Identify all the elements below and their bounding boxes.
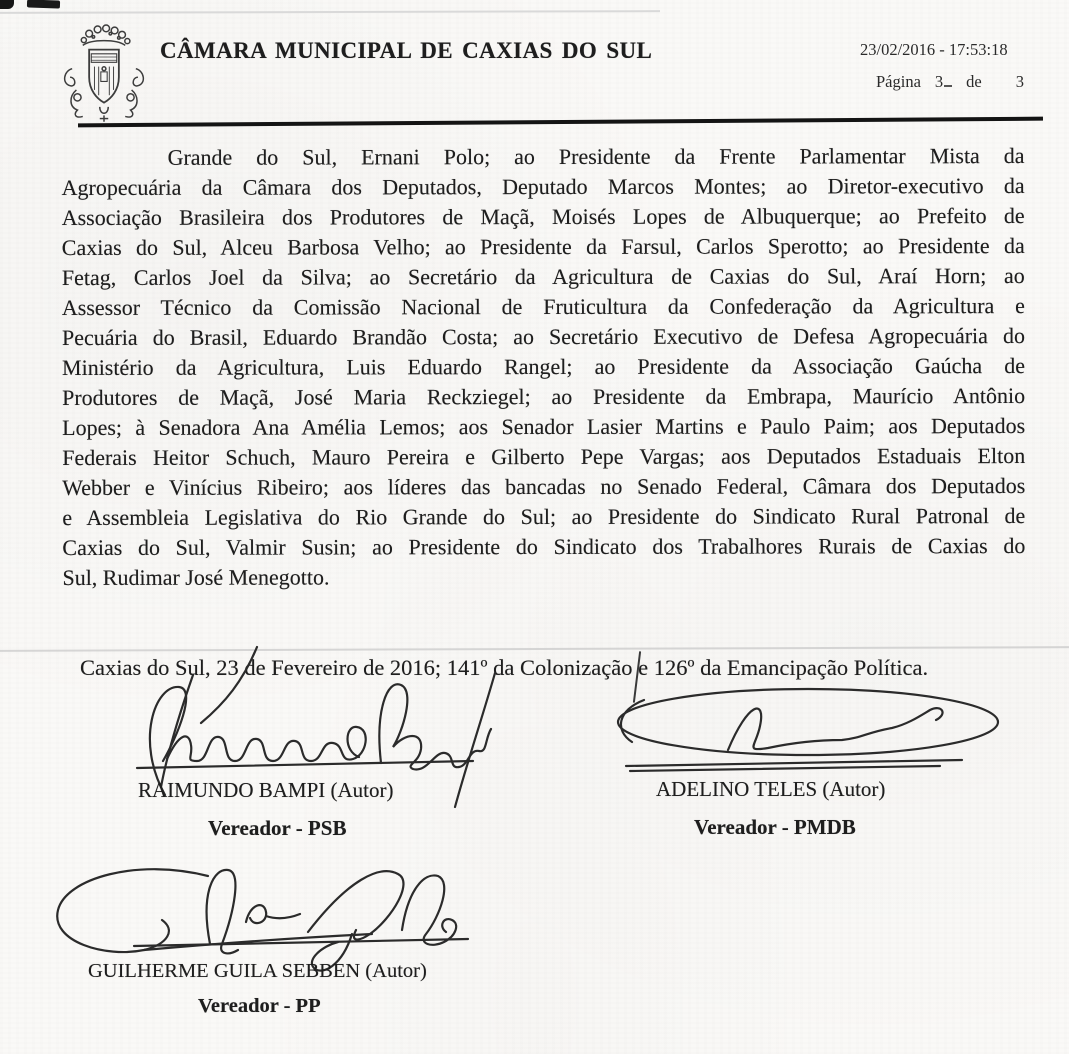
signatory-role: Vereador - PP bbox=[198, 995, 321, 1017]
body-line: Federais Heitor Schuch, Mauro Pereira e Gilberto Pepe Vargas; aos Deputados Estaduais Elton bbox=[62, 442, 1026, 471]
body-line: e Assembleia Legislativa do Rio Grande do Sul; ao Presidente do Sindicato Rural Patronal de bbox=[62, 502, 1026, 531]
signature-adelino-teles bbox=[610, 686, 1010, 778]
body-line: Fetag, Carlos Joel da Silva; ao Secretário da Agricultura de Caxias do Sul, Araí Horn; ao bbox=[61, 262, 1025, 291]
body-line: Agropecuária da Câmara dos Deputados, Deputado Marcos Montes; ao Diretor-executivo da bbox=[61, 172, 1025, 201]
page-title: CÂMARA MUNICIPAL DE CAXIAS DO SUL bbox=[160, 38, 653, 63]
body-line: Produtores de Maçã, José Maria Reckziegel; ao Presidente da Embrapa, Maurício Antônio bbox=[62, 382, 1026, 411]
body-line: Pecuária do Brasil, Eduardo Brandão Costa; ao Secretário Executivo de Defesa Agropecuária do bbox=[61, 322, 1025, 351]
header-divider-rule bbox=[78, 117, 1043, 128]
body-line: Caxias do Sul, Valmir Susin; ao Presidente do Sindicato dos Trabalhores Rurais de Caxias do bbox=[62, 532, 1026, 561]
signatory-role: Vereador - PMDB bbox=[694, 815, 856, 839]
page-indicator-separator: de bbox=[966, 72, 982, 91]
signatory-name: ADELINO TELES (Autor) bbox=[656, 777, 886, 801]
scan-artifact-page-dash bbox=[944, 85, 952, 87]
body-line: Caxias do Sul, Alceu Barbosa Velho; ao Presidente da Farsul, Carlos Sperotto; ao Presidente da bbox=[61, 232, 1025, 261]
body-line: Assessor Técnico da Comissão Nacional de Fruticultura da Confederação da Agricultura e bbox=[61, 292, 1025, 321]
body-line: Ministério da Agricultura, Luis Eduardo Rangel; ao Presidente da Associação Gaúcha de bbox=[61, 352, 1026, 381]
signatory-name: RAIMUNDO BAMPI (Autor) bbox=[138, 778, 394, 802]
coat-of-arms-icon bbox=[58, 22, 150, 126]
scan-artifact-dash bbox=[27, 0, 60, 9]
signatory-name: GUILHERME GUILA SEBBEN (Autor) bbox=[88, 960, 427, 982]
scan-artifact-corner-blob bbox=[0, 0, 14, 9]
body-line: Webber e Vinícius Ribeiro; aos líderes das bancadas no Senado Federal, Câmara dos Deputados bbox=[62, 472, 1026, 501]
closing-date-line: Caxias do Sul, 23 de Fevereiro de 2016; 141º da Colonização e 126º da Emancipação Política. bbox=[80, 655, 929, 680]
scan-artifact-top-line bbox=[0, 10, 660, 14]
page-indicator-total: 3 bbox=[1015, 72, 1024, 91]
body-line: Sul, Rudimar José Menegotto. bbox=[62, 564, 330, 591]
body-line: Lopes; à Senadora Ana Amélia Lemos; aos Senador Lasier Martins e Paulo Paim; aos Deputados bbox=[62, 412, 1026, 441]
body-line: Grande do Sul, Ernani Polo; ao Presidente da Frente Parlamentar Mista da bbox=[167, 142, 1025, 170]
page-indicator-current: 3 bbox=[934, 72, 944, 91]
signatory-role: Vereador - PSB bbox=[208, 816, 347, 840]
scan-artifact-mid-line bbox=[0, 646, 1069, 652]
header-datetime: 23/02/2016 - 17:53:18 bbox=[860, 40, 1008, 59]
body-line: Associação Brasileira dos Produtores de Maçã, Moisés Lopes de Albuquerque; ao Prefeito de bbox=[61, 202, 1025, 231]
document-body bbox=[62, 141, 1026, 593]
page-indicator bbox=[876, 72, 1024, 92]
page-indicator-label: Página bbox=[876, 72, 921, 91]
